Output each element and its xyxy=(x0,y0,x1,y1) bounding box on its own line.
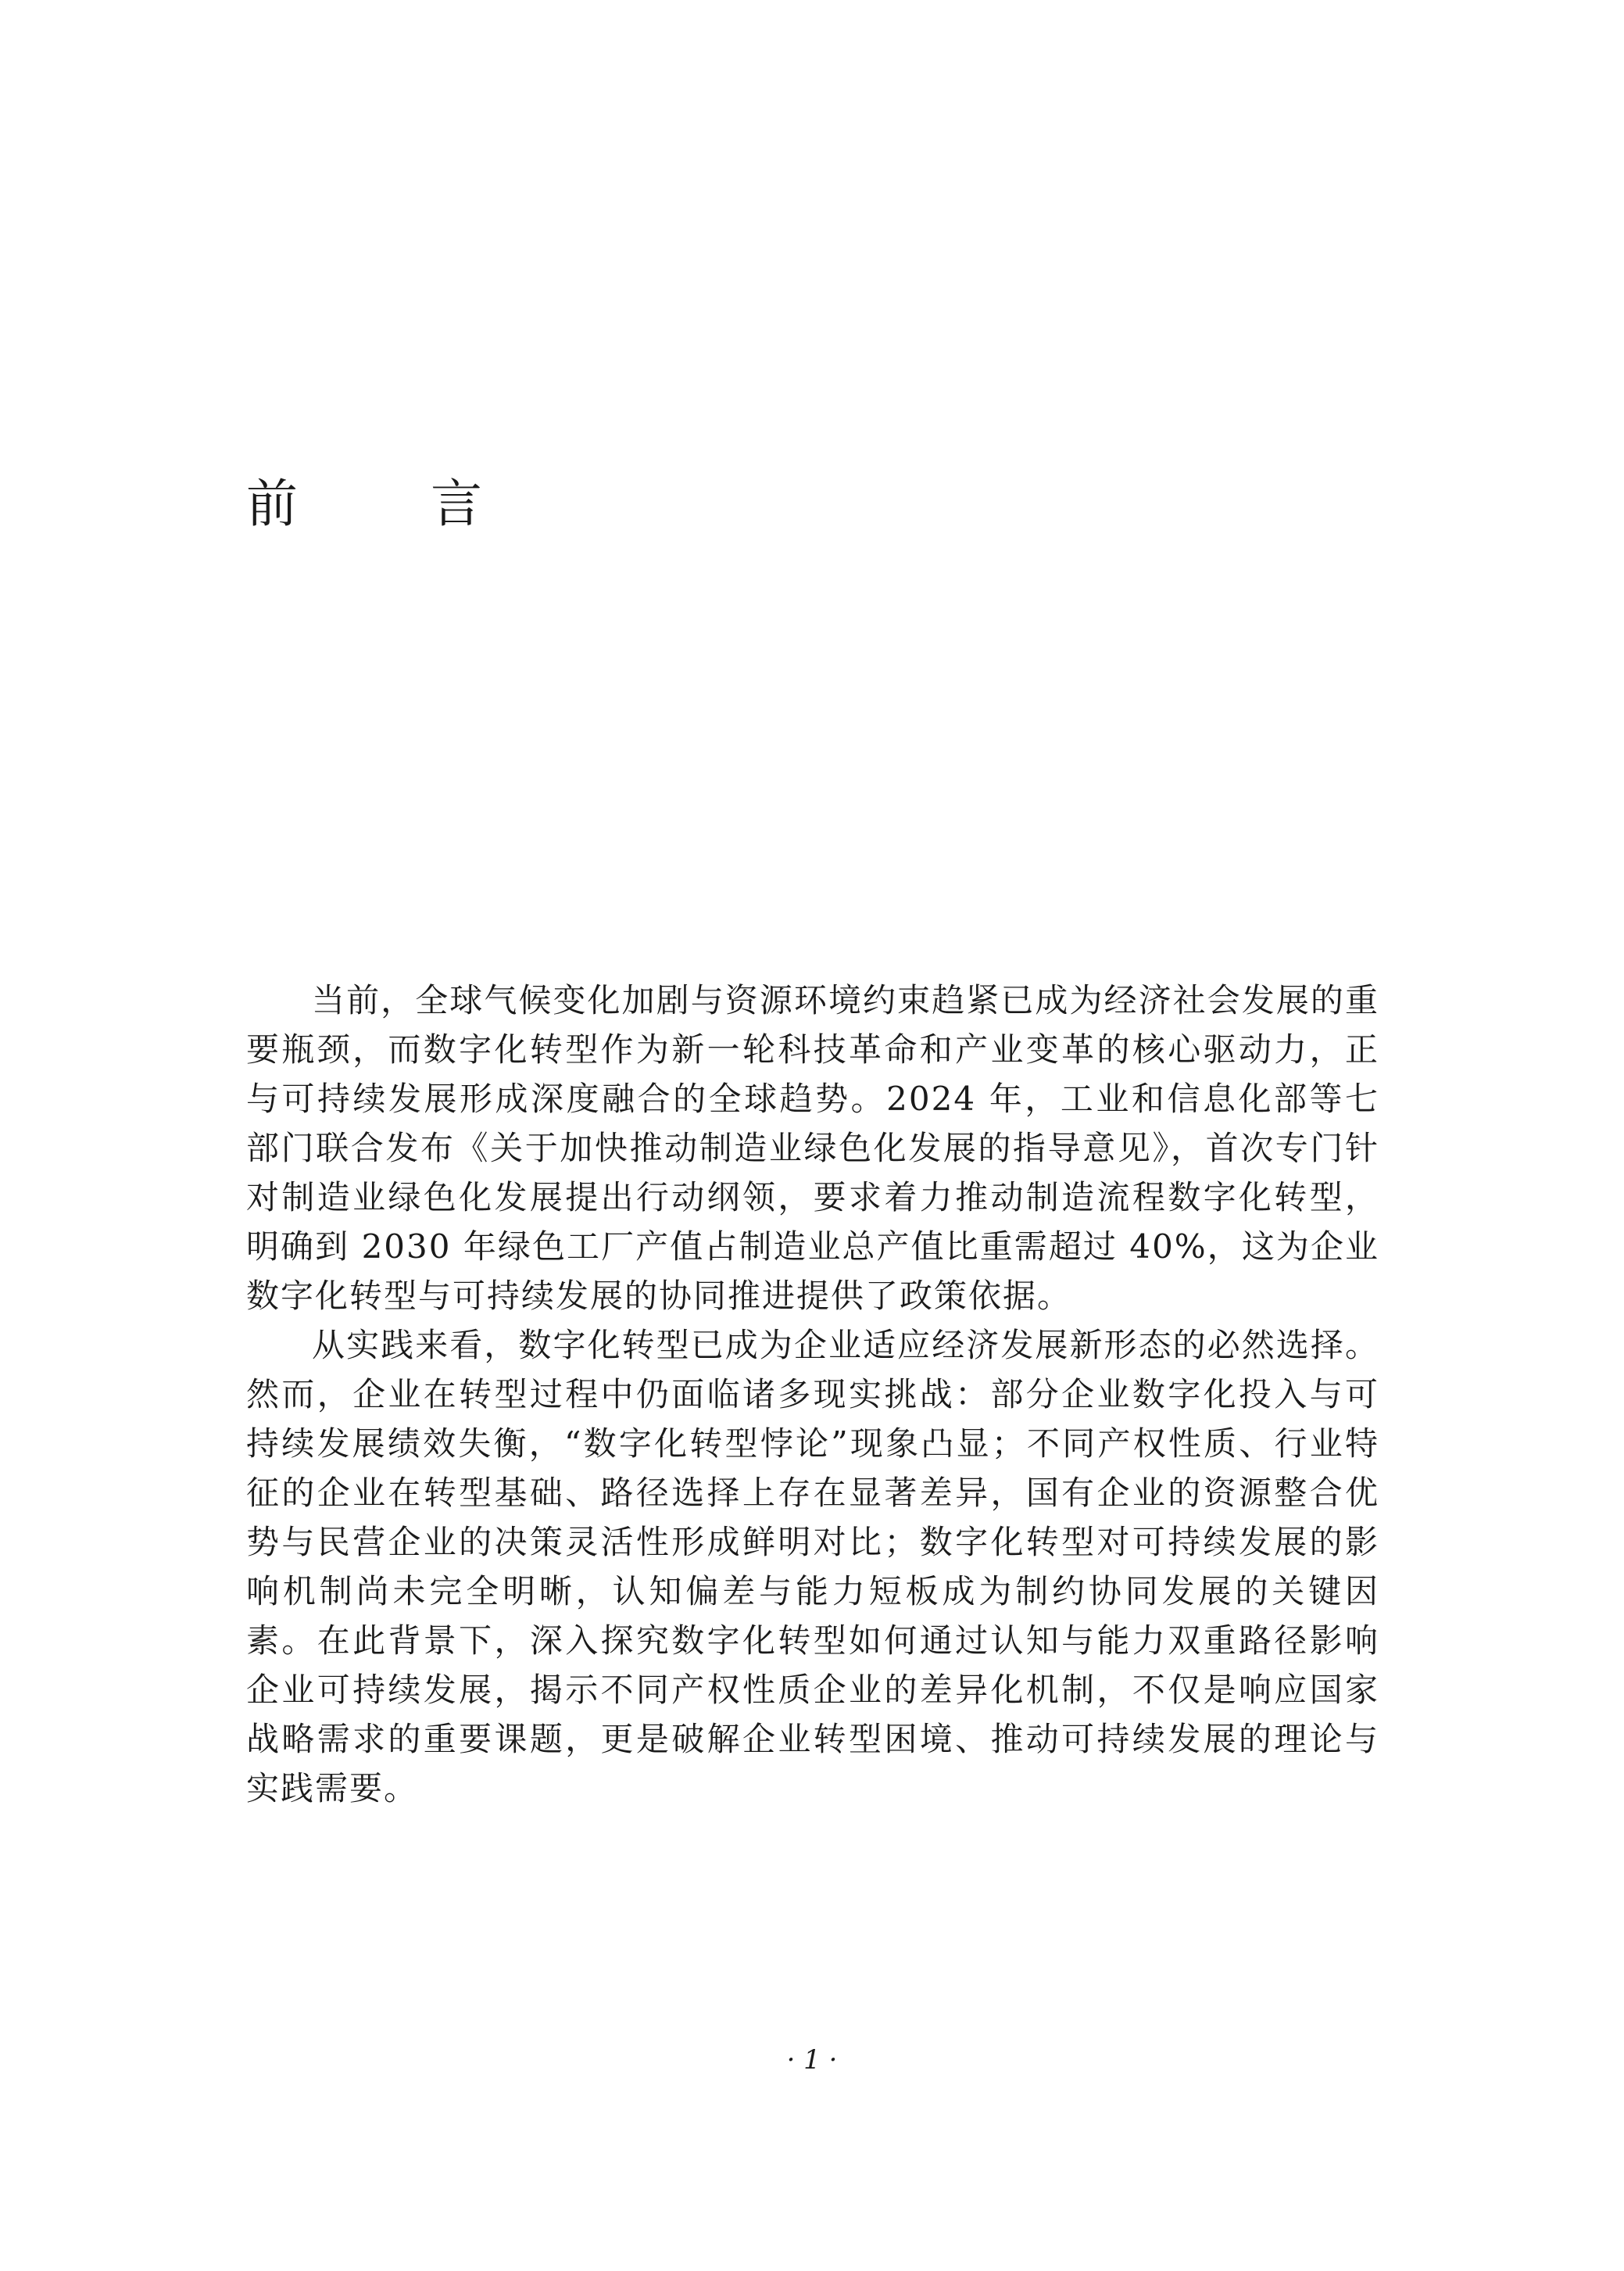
body-text xyxy=(246,976,1379,1813)
title-char-2: 言 xyxy=(431,474,482,534)
paragraph-1: 当前，全球气候变化加剧与资源环境约束趋紧已成为经济社会发展的重要瓶颈，而数字化转型作为新一轮科技革命和产业变革的核心驱动力，正与可持续发展形成深度融合的全球趋势。2024 年，工业和信息化部等七部门联合发布《关于加快推动制造业绿色化发展的指导意见》，首次专门针对制造业绿色化发展提出行动纲领，要求着力推动制造流程数字化转型，明确到 2030 年绿色工厂产值占制造业总产值比重需超过 40%，这为企业数字化转型与可持续发展的协同推进提供了政策依据。 xyxy=(246,981,1379,1315)
title-char-1: 前 xyxy=(246,474,298,534)
page-title xyxy=(246,469,482,539)
page-number: · 1 · xyxy=(786,2044,838,2076)
paragraph-2: 从实践来看，数字化转型已成为企业适应经济发展新形态的必然选择。然而，企业在转型过程中仍面临诸多现实挑战：部分企业数字化投入与可持续发展绩效失衡，“数字化转型悖论”现象凸显；不同产权性质、行业特征的企业在转型基础、路径选择上存在显著差异，国有企业的资源整合优势与民营企业的决策灵活性形成鲜明对比；数字化转型对可持续发展的影响机制尚未完全明晰，认知偏差与能力短板成为制约协同发展的关键因素。在此背景下，深入探究数字化转型如何通过认知与能力双重路径影响企业可持续发展，揭示不同产权性质企业的差异化机制，不仅是响应国家战略需求的重要课题，更是破解企业转型困境、推动可持续发展的理论与实践需要。 xyxy=(246,1326,1379,1807)
